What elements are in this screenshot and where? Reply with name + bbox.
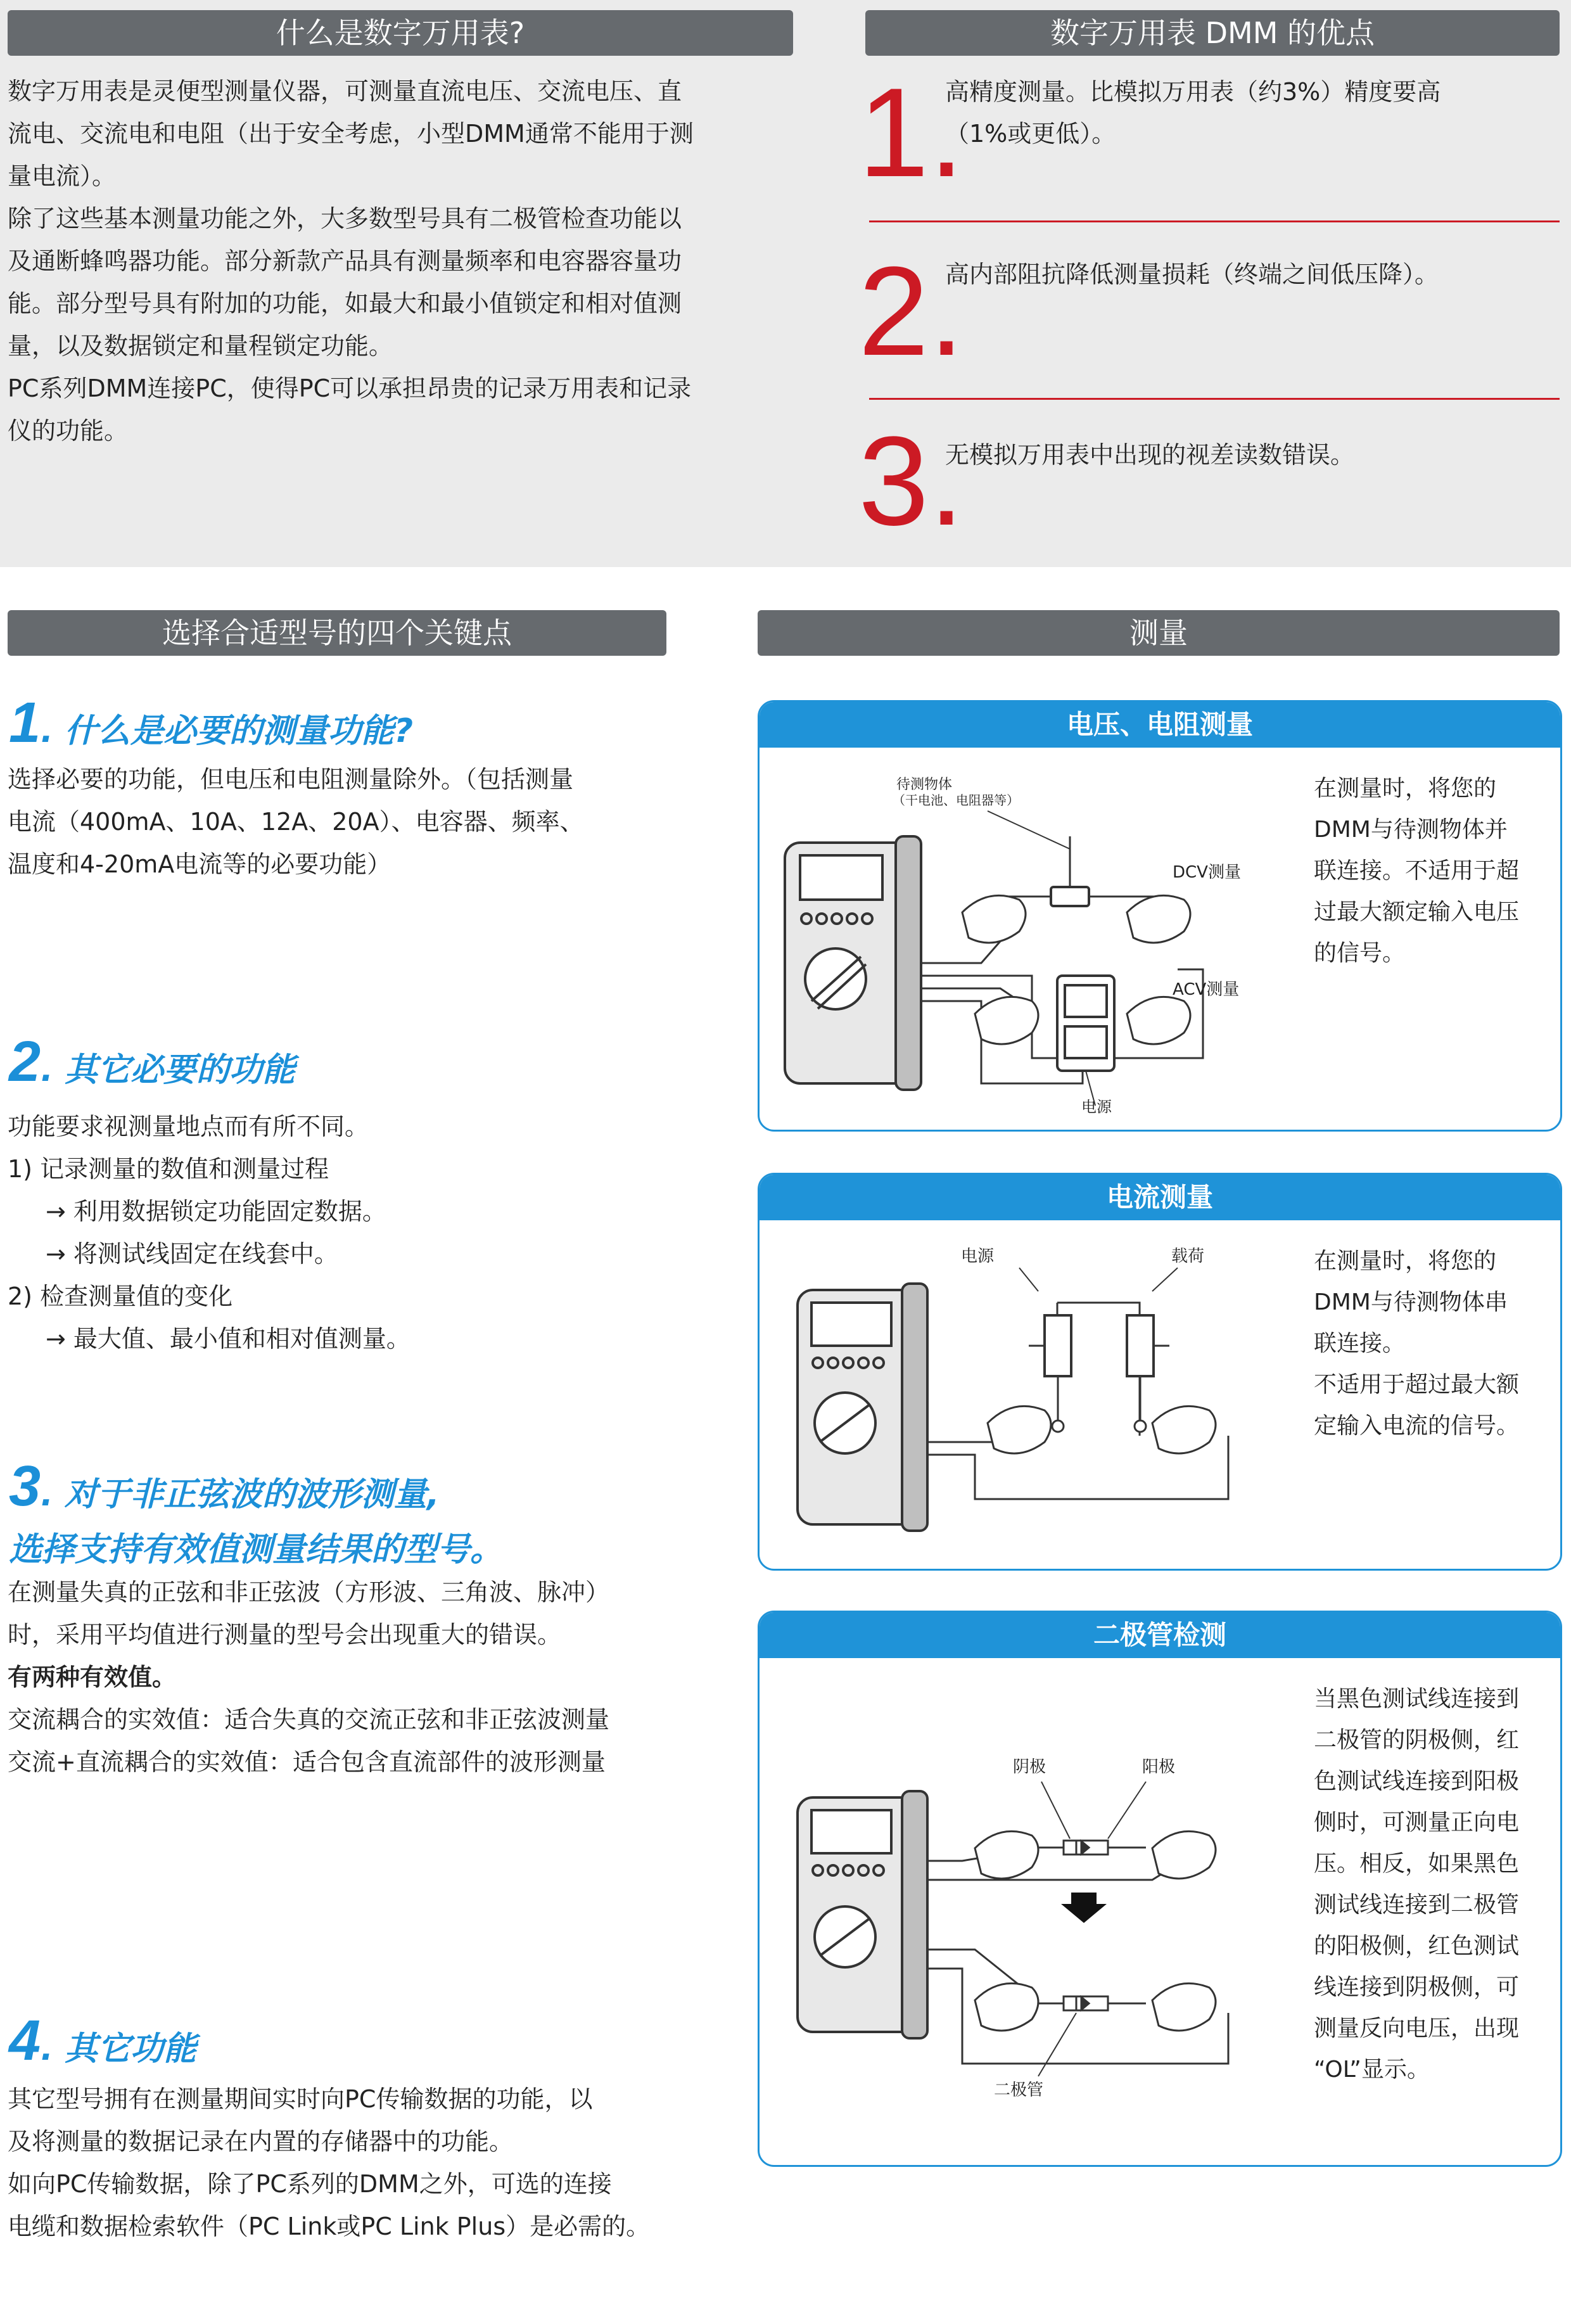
key-points-header: 选择合适型号的四个关键点 bbox=[8, 610, 666, 656]
key-point-1-title: . 什么是必要的测量功能? bbox=[41, 712, 414, 750]
key-point-2-number: 2 bbox=[9, 1030, 41, 1094]
text-line: 及将测量的数据记录在内置的存储器中的功能。 bbox=[8, 2128, 514, 2155]
power-outlet-icon bbox=[1057, 976, 1114, 1071]
diode-check-box bbox=[758, 1611, 1562, 2167]
text-line: 时，采用平均值进行测量的型号会出现重大的错误。 bbox=[8, 1621, 562, 1649]
current-measurement-text bbox=[1314, 1241, 1555, 1446]
power-label: 电源 bbox=[1081, 1098, 1112, 1115]
text-line: → 将测试线固定在线套中。 bbox=[46, 1240, 338, 1268]
cathode-label: 阴极 bbox=[1013, 1758, 1046, 1777]
text-line: 电缆和数据检索软件（PC Link或PC Link Plus）是必需的。 bbox=[8, 2212, 651, 2240]
text-line: 交流耦合的实效值：适合失真的交流正弦和非正弦波测量 bbox=[8, 1706, 610, 1733]
voltage-resistance-title: 电压、电阻测量 bbox=[760, 702, 1560, 748]
diode-check-title: 二极管检测 bbox=[760, 1612, 1560, 1658]
dcv-label: DCV测量 bbox=[1173, 863, 1241, 882]
measurement-header: 测量 bbox=[758, 610, 1560, 656]
current-measurement-title: 电流测量 bbox=[760, 1175, 1560, 1220]
text-line: DMM与待测物体串 bbox=[1314, 1289, 1508, 1315]
text-line: DMM与待测物体并 bbox=[1314, 817, 1508, 843]
acv-label: ACV测量 bbox=[1173, 980, 1240, 999]
key-point-1-number: 1 bbox=[9, 691, 41, 755]
object-label: 待测物体 bbox=[896, 777, 953, 793]
text-line: 测试线连接到二极管 bbox=[1314, 1892, 1520, 1918]
text-line: 过最大额定输入电压 bbox=[1314, 899, 1520, 925]
multimeter-icon bbox=[798, 1791, 927, 2038]
key-point-3-heading bbox=[9, 1454, 440, 1519]
power-label: 电源 bbox=[961, 1247, 995, 1266]
text-line: 温度和4-20mA电流等的必要功能） bbox=[8, 850, 391, 878]
text-line: 线连接到阴极侧，可 bbox=[1314, 1974, 1520, 2000]
text-line: 除了这些基本测量功能之外，大多数型号具有二极管检查功能以 bbox=[8, 205, 682, 233]
diode-icon bbox=[1064, 1996, 1108, 2010]
advantage-number-2: 2. bbox=[858, 241, 964, 382]
voltage-measurement-diagram bbox=[772, 760, 1304, 1115]
advantage-number-1: 1. bbox=[858, 62, 964, 203]
current-measurement-box bbox=[758, 1173, 1562, 1571]
text-line: 测量反向电压，出现 bbox=[1314, 2015, 1520, 2041]
key-point-3-title-line2: 选择支持有效值测量结果的型号。 bbox=[9, 1531, 504, 1569]
multimeter-icon bbox=[785, 836, 921, 1090]
what-is-dmm-header: 什么是数字万用表? bbox=[8, 10, 793, 56]
text-line: 功能要求视测量地点而有所不同。 bbox=[8, 1113, 369, 1140]
advantage-text-3 bbox=[945, 434, 1553, 476]
text-line: 交流+直流耦合的实效值：适合包含直流部件的波形测量 bbox=[8, 1748, 606, 1776]
key-point-4-title: . 其它功能 bbox=[41, 2030, 196, 2068]
text-line: 选择必要的功能，但电压和电阻测量除外。（包括测量 bbox=[8, 765, 574, 793]
object-sub-label: （干电池、电阻器等） bbox=[893, 793, 1019, 808]
advantage-number-3: 3. bbox=[858, 411, 964, 552]
text-line: 高精度测量。比模拟万用表（约3%）精度要高 bbox=[945, 78, 1441, 106]
power-source-icon bbox=[1045, 1315, 1071, 1376]
multimeter-icon bbox=[798, 1284, 927, 1531]
text-line: 仪的功能。 bbox=[8, 417, 129, 445]
diode-check-text bbox=[1314, 1678, 1555, 2090]
what-is-dmm-text bbox=[8, 70, 793, 452]
voltage-resistance-text bbox=[1314, 768, 1555, 974]
load-icon bbox=[1127, 1315, 1154, 1376]
text-line: 在测量时，将您的 bbox=[1314, 776, 1497, 801]
text-line: 电流（400mA、10A、12A、20A）、电容器、频率、 bbox=[8, 808, 584, 836]
text-line: “OL”显示。 bbox=[1314, 2057, 1430, 2083]
battery-icon bbox=[1051, 887, 1089, 906]
text-line: 不适用于超过最大额 bbox=[1314, 1372, 1520, 1398]
diode-label: 二极管 bbox=[994, 2081, 1044, 2100]
key-point-4-heading bbox=[9, 2008, 196, 2074]
text-line: 定输入电流的信号。 bbox=[1314, 1413, 1520, 1439]
advantage-divider bbox=[869, 398, 1560, 400]
text-line: （1%或更低）。 bbox=[945, 120, 1116, 148]
text-line: 1) 记录测量的数值和测量过程 bbox=[8, 1155, 329, 1183]
key-point-2-heading bbox=[9, 1030, 295, 1095]
text-line: → 最大值、最小值和相对值测量。 bbox=[46, 1325, 410, 1353]
key-point-1-heading bbox=[9, 691, 413, 756]
text-line: 流电、交流电和电阻（出于安全考虑，小型DMM通常不能用于测 bbox=[8, 120, 694, 148]
text-line: 及通断蜂鸣器功能。部分新款产品具有测量频率和电容器容量功 bbox=[8, 247, 682, 275]
text-line: 侧时，可测量正向电 bbox=[1314, 1810, 1520, 1836]
key-point-3-text bbox=[8, 1571, 704, 1784]
advantage-text-1 bbox=[945, 71, 1553, 155]
text-line: 压。相反，如果黑色 bbox=[1314, 1851, 1520, 1877]
text-line: 量电流）。 bbox=[8, 162, 117, 190]
hand-icon bbox=[988, 1406, 1216, 1453]
text-line: 联连接。不适用于超 bbox=[1314, 858, 1520, 884]
anode-label: 阳极 bbox=[1142, 1758, 1176, 1777]
advantages-header: 数字万用表 DMM 的优点 bbox=[865, 10, 1560, 56]
advantage-text-2 bbox=[945, 253, 1553, 295]
current-measurement-diagram bbox=[772, 1233, 1304, 1556]
text-line: 在测量失真的正弦和非正弦波（方形波、三角波、脉冲） bbox=[8, 1578, 610, 1606]
key-point-4-number: 4 bbox=[9, 2009, 41, 2072]
diode-icon bbox=[1064, 1841, 1108, 1855]
text-line: 色测试线连接到阳极 bbox=[1314, 1768, 1520, 1794]
text-line: 高内部阻抗降低测量损耗（终端之间低压降）。 bbox=[945, 260, 1439, 288]
advantage-divider bbox=[869, 220, 1560, 222]
text-line: 2) 检查测量值的变化 bbox=[8, 1282, 233, 1310]
text-line: 有两种有效值。 bbox=[8, 1663, 177, 1691]
diode-check-diagram bbox=[772, 1671, 1304, 2152]
key-point-2-title: . 其它必要的功能 bbox=[41, 1051, 295, 1089]
key-point-2-text bbox=[8, 1106, 704, 1360]
text-line: → 利用数据锁定功能固定数据。 bbox=[46, 1197, 386, 1225]
text-line: 无模拟万用表中出现的视差读数错误。 bbox=[945, 441, 1355, 469]
text-line: PC系列DMM连接PC，使得PC可以承担昂贵的记录万用表和记录 bbox=[8, 374, 692, 402]
text-line: 如向PC传输数据，除了PC系列的DMM之外，可选的连接 bbox=[8, 2170, 612, 2198]
voltage-resistance-box bbox=[758, 700, 1562, 1132]
key-point-3-title: . 对于非正弦波的波形测量, bbox=[41, 1476, 440, 1514]
text-line: 的信号。 bbox=[1314, 940, 1406, 966]
text-line: 当黑色测试线连接到 bbox=[1314, 1686, 1520, 1712]
key-point-3-number: 3 bbox=[9, 1455, 41, 1518]
key-point-1-text bbox=[8, 758, 704, 886]
text-line: 能。部分型号具有附加的功能，如最大和最小值锁定和相对值测 bbox=[8, 290, 682, 317]
text-line: 在测量时，将您的 bbox=[1314, 1248, 1497, 1274]
text-line: 联连接。 bbox=[1314, 1331, 1406, 1357]
key-point-4-text bbox=[8, 2078, 704, 2248]
load-label: 载荷 bbox=[1171, 1247, 1205, 1266]
text-line: 数字万用表是灵便型测量仪器，可测量直流电压、交流电压、直 bbox=[8, 77, 682, 105]
arrow-down-icon bbox=[1061, 1893, 1107, 1923]
text-line: 量，以及数据锁定和量程锁定功能。 bbox=[8, 332, 393, 360]
text-line: 其它型号拥有在测量期间实时向PC传输数据的功能，以 bbox=[8, 2085, 593, 2113]
text-line: 的阳极侧，红色测试 bbox=[1314, 1933, 1520, 1959]
text-line: 二极管的阴极侧，红 bbox=[1314, 1727, 1520, 1753]
